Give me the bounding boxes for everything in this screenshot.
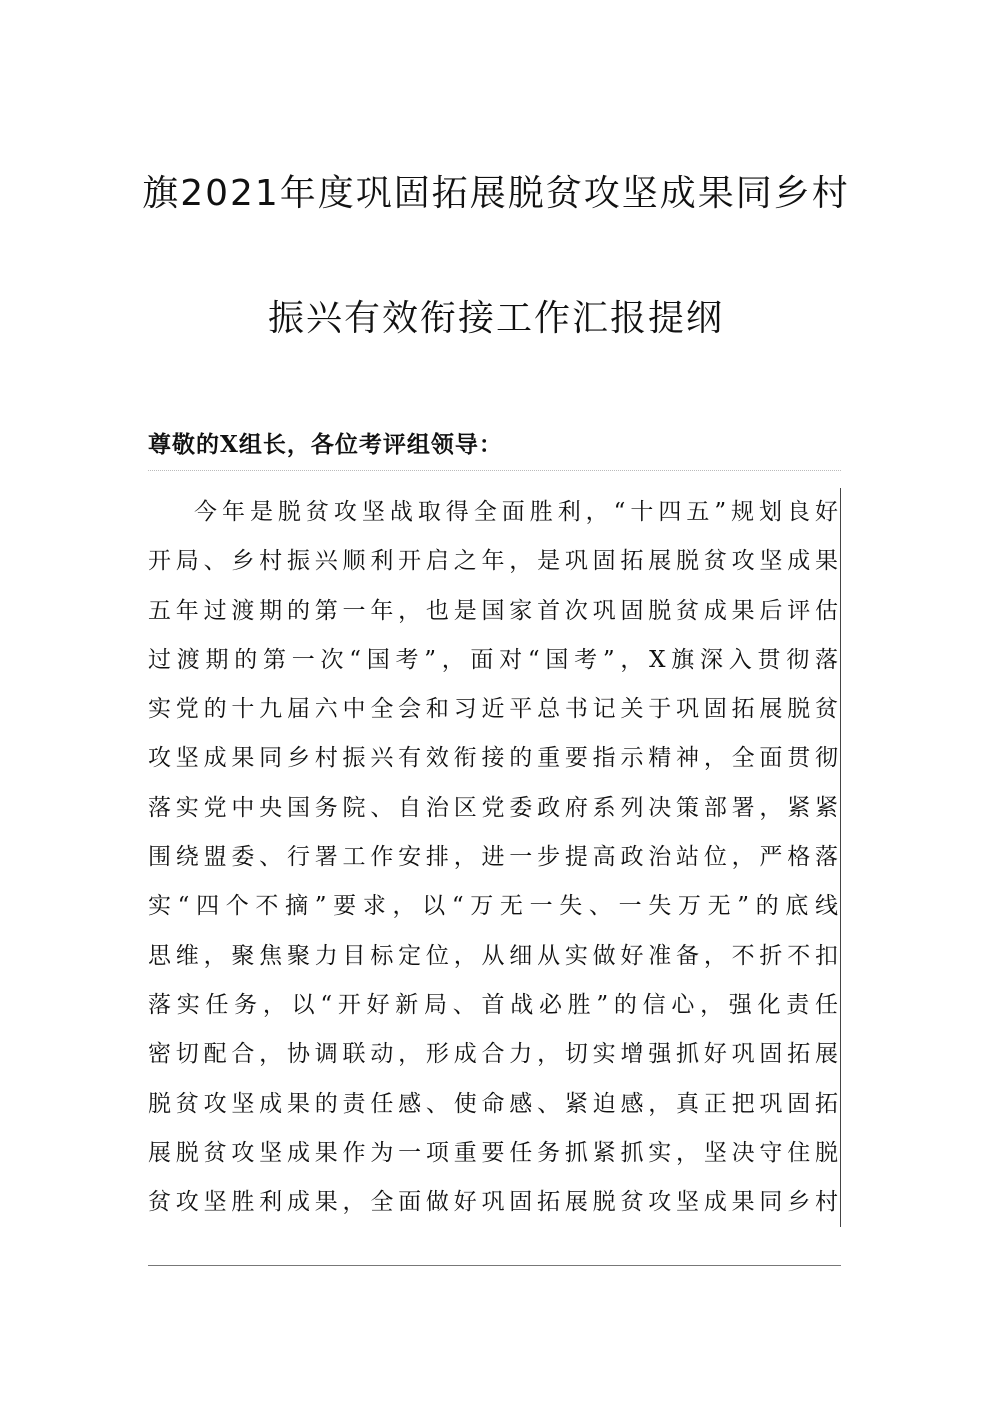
body-line: 贫攻坚胜利成果，全面做好巩固拓展脱贫攻坚成果同乡村 xyxy=(148,1178,841,1227)
salutation: 尊敬的X组长，各位考评组领导： xyxy=(148,431,503,458)
body-line: 密切配合，协调联动，形成合力，切实增强抓好巩固拓展 xyxy=(148,1030,841,1079)
body-line: 实“四个不摘”要求，以“万无一失、一失万无”的底线 xyxy=(148,882,841,931)
body-line: 今年是脱贫攻坚战取得全面胜利，“十四五”规划良好 xyxy=(148,488,841,537)
bottom-divider xyxy=(148,1265,841,1266)
body-line: 落实任务，以“开好新局、首战必胜”的信心，强化责任 xyxy=(148,981,841,1030)
document-title-line2: 振兴有效衔接工作汇报提纲 xyxy=(267,298,724,339)
dotted-divider xyxy=(148,470,841,471)
document-title-line1: 旗2021年度巩固拓展脱贫攻坚成果同乡村 xyxy=(142,173,850,214)
body-line: 开局、乡村振兴顺利开启之年，是巩固拓展脱贫攻坚成果 xyxy=(148,537,841,586)
body-line: 展脱贫攻坚成果作为一项重要任务抓紧抓实，坚决守住脱 xyxy=(148,1129,841,1178)
body-line: 围绕盟委、行署工作安排，进一步提高政治站位，严格落 xyxy=(148,833,841,882)
body-line: 落实党中央国务院、自治区党委政府系列决策部署，紧紧 xyxy=(148,784,841,833)
body-line: 五年过渡期的第一年，也是国家首次巩固脱贫成果后评估 xyxy=(148,587,841,636)
body-line: 实党的十九届六中全会和习近平总书记关于巩固拓展脱贫 xyxy=(148,685,841,734)
body-line: 思维，聚焦聚力目标定位，从细从实做好准备，不折不扣 xyxy=(148,932,841,981)
body-line: 脱贫攻坚成果的责任感、使命感、紧迫感，真正把巩固拓 xyxy=(148,1080,841,1129)
body-line: 攻坚成果同乡村振兴有效衔接的重要指示精神，全面贯彻 xyxy=(148,734,841,783)
body-paragraph xyxy=(148,488,841,1227)
body-line: 过渡期的第一次“国考”，面对“国考”，X旗深入贯彻落 xyxy=(148,636,841,685)
